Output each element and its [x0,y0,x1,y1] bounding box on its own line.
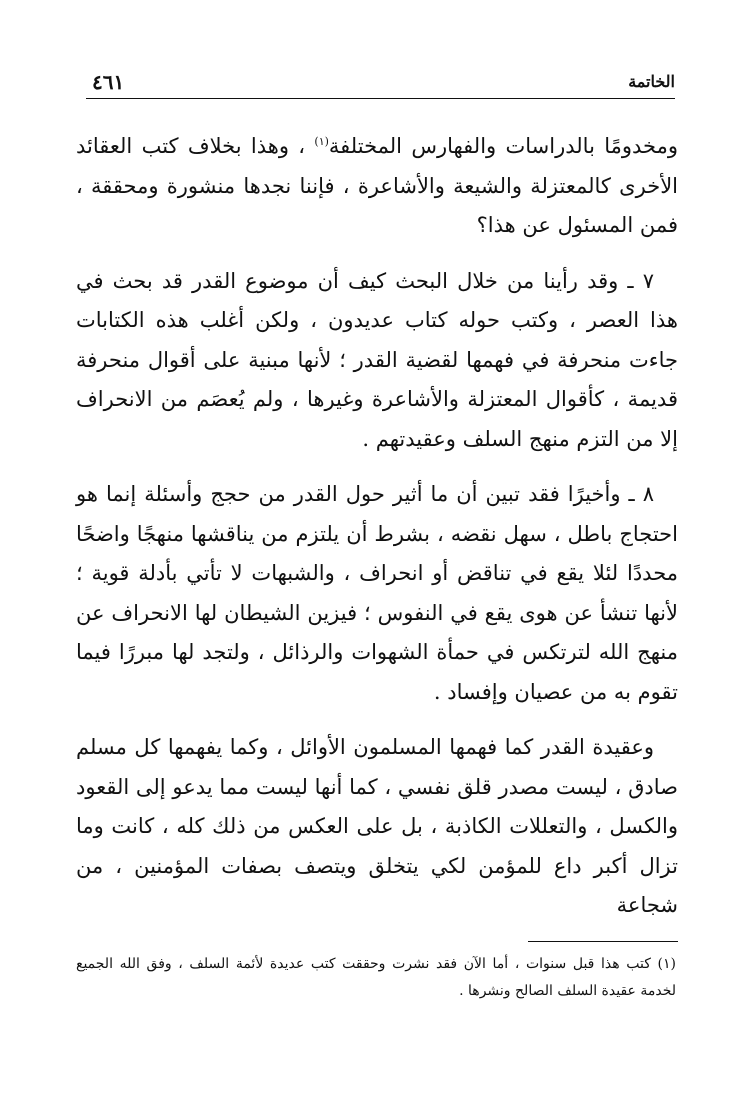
paragraph-text-continued: ، وهذا بخلاف كتب العقائد الأخرى كالمعتزلة والشيعة والأشاعرة ، فإننا نجدها منشورة ومحققة ، فمن المسئول عن هذا؟ [76,134,678,237]
paragraph: ٨ ـ وأخيرًا فقد تبين أن ما أثير حول القدر من حجج وأسئلة إنما هو احتجاج باطل ، سهل نقضه ، بشرط أن يلتزم من يناقشها منهجًا واضحًا محددًا لئلا يقع في تناقض أو انحراف ، والشبهات لا تأتي بأدلة قوية ؛ لأنها تنشأ عن هوى يقع في النفوس ؛ فيزين الشيطان لها الانحراف عن منهج الله لترتكس في حمأة الشهوات والرذائل ، ولتجد لها مبررًا فيما تقوم به من عصيان وإفساد . [76,482,678,704]
page-number: ٤٦١ [92,70,125,94]
paragraph-text: ومخدومًا بالدراسات والفهارس المختلفة [328,134,678,158]
paragraph: ٧ ـ وقد رأينا من خلال البحث كيف أن موضوع القدر قد بحث في هذا العصر ، وكتب حوله كتاب عديدون ، ولكن أغلب هذه الكتابات جاءت منحرفة في فهمها لقضية القدر ؛ لأنها مبنية على أقوال منحرفة قديمة ، كأقوال المعتزلة والأشاعرة وغيرها ، ولم يُعصَم من الانحراف إلا من التزم منهج السلف وعقيدتهم . [76,268,678,451]
main-text [76,122,678,926]
footnote-marker: (١) [657,956,676,972]
chapter-title: الخاتمة [628,72,675,91]
footnote-reference: (١) [314,135,329,148]
paragraph: وعقيدة القدر كما فهمها المسلمون الأوائل ، وكما يفهمها كل مسلم صادق ، ليست مصدر قلق نفسي ، كما أنها ليست مما يدعو إلى القعود والكسل ، والتعللات الكاذبة ، بل على العكس من ذلك كله ، كانت وما تزال أكبر داع للمؤمن لكي يتخلق ويتصف بصفات المؤمنين ، من شجاعة [76,735,678,917]
footnote-text: كتب هذا قبل سنوات ، أما الآن فقد نشرت وحققت كتب عديدة لأئمة السلف ، وفق الله الجميع لخدمة عقيدة السلف الصالح ونشرها . [76,956,676,999]
footnote [76,951,676,1005]
paragraph [76,122,678,246]
footnote-separator [528,941,678,942]
running-header [86,70,675,99]
